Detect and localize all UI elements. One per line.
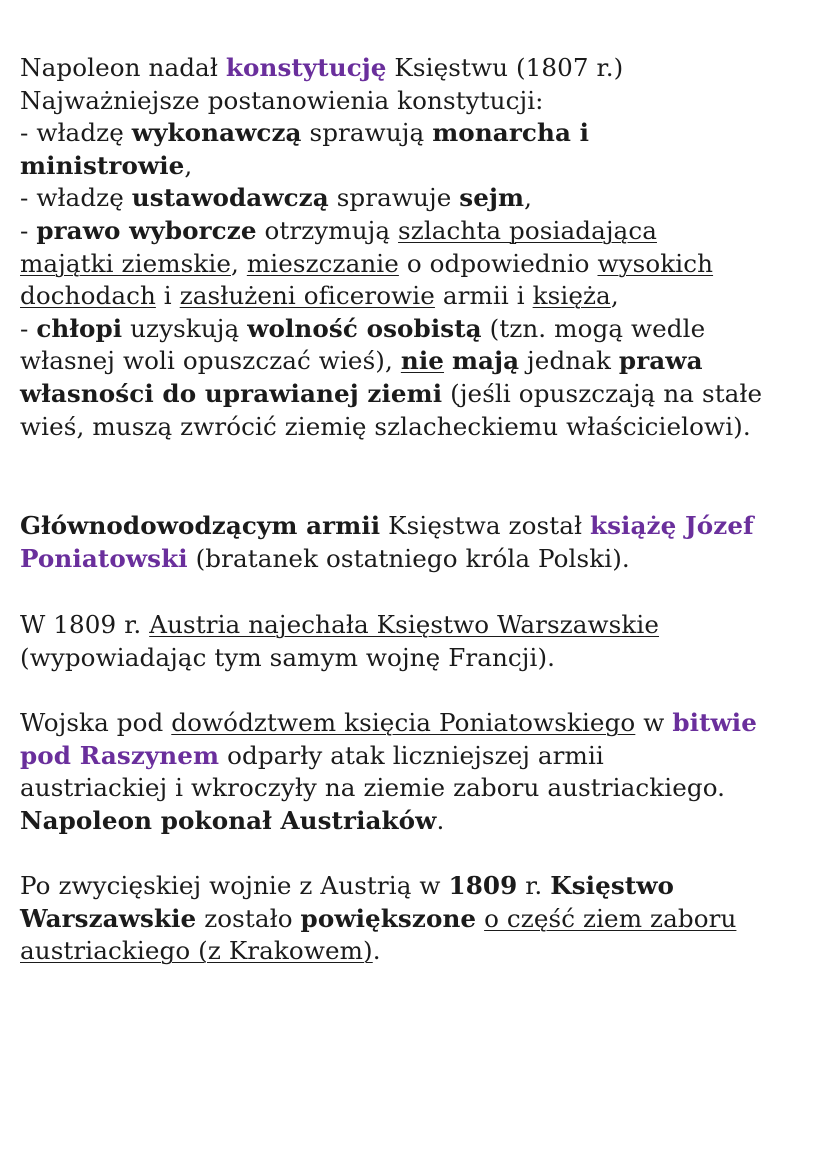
- text: zostało: [196, 903, 301, 933]
- commander-line-2: [20, 543, 820, 576]
- bold-underlined-text: nie: [400, 346, 445, 376]
- underlined-text: o część ziem zaboru: [484, 903, 737, 933]
- text: (bratanek ostatniego króla Polski).: [187, 543, 630, 573]
- text: (jeśli opuszczają na stałe: [442, 378, 763, 408]
- constitution-subtitle-line: [20, 85, 820, 118]
- text: Najważniejsze postanowienia konstytucji:: [20, 85, 544, 115]
- underlined-text: Austria najechała Księstwo Warszawskie: [149, 610, 660, 639]
- bold-text: Warszawskie: [20, 903, 197, 933]
- raszyn-line-4: [20, 805, 820, 838]
- commander-paragraph: [20, 510, 820, 575]
- bold-text: własności do uprawianej ziemi: [20, 378, 443, 408]
- text: własnej woli opuszczać wieś),: [20, 346, 401, 376]
- text: w: [635, 708, 673, 737]
- keyword-poniatowski: Poniatowski: [20, 543, 188, 573]
- enlarged-line-3: [20, 935, 820, 968]
- text: uzyskują: [122, 313, 248, 343]
- raszyn-line-2: [20, 740, 820, 773]
- text: wieś, muszą zwrócić ziemię szlacheckiemu właścicielowi).: [20, 411, 751, 441]
- text: [476, 904, 484, 933]
- underlined-text: zasłużeni oficerowie: [179, 281, 435, 311]
- invasion-paragraph: [20, 609, 820, 674]
- text: [444, 346, 452, 375]
- raszyn-line: [20, 707, 820, 740]
- executive-power-line: [20, 117, 820, 150]
- underlined-text: wysokich: [597, 248, 714, 278]
- bold-text: sejm: [459, 183, 525, 213]
- invasion-line-2: [20, 642, 820, 675]
- constitution-intro-line: [20, 52, 820, 85]
- bold-text: prawa: [618, 346, 703, 376]
- voting-rights-line: [20, 215, 820, 248]
- text: .: [372, 936, 381, 966]
- invasion-line: [20, 609, 820, 642]
- keyword-constitution: konstytucję: [225, 53, 387, 82]
- voting-rights-line-3: [20, 280, 820, 313]
- text: .: [436, 805, 445, 835]
- text: sprawują: [301, 118, 433, 148]
- bold-text: Napoleon pokonał Austriaków: [20, 805, 437, 835]
- bold-text: Głównodowodzącym armii: [20, 511, 381, 540]
- text: -: [20, 313, 37, 343]
- enlarged-line: [20, 870, 820, 903]
- underlined-text: majątki ziemskie: [20, 248, 231, 278]
- text: otrzymują: [256, 215, 399, 245]
- keyword-battle: pod Raszynem: [20, 740, 220, 770]
- peasants-line-4: [20, 411, 820, 444]
- commander-line: [20, 510, 820, 543]
- peasants-line: [20, 313, 820, 346]
- text: odparły atak liczniejszej armii: [219, 740, 604, 770]
- text: Księstwu (1807 r.): [386, 53, 624, 82]
- bold-text: ustawodawczą: [131, 183, 329, 213]
- text: (tzn. mogą wedle: [481, 313, 706, 343]
- text: (wypowiadając tym samym wojnę Francji).: [20, 642, 556, 672]
- legislative-power-line: [20, 182, 820, 215]
- bold-text: chłopi: [36, 313, 123, 343]
- underlined-text: dochodach: [20, 281, 156, 311]
- raszyn-paragraph: [20, 707, 820, 837]
- text: jednak: [519, 346, 619, 376]
- text: Księstwa został: [380, 511, 590, 540]
- peasants-line-2: [20, 345, 820, 378]
- underlined-text: księża: [532, 281, 611, 311]
- text: Wojska pod: [20, 708, 172, 737]
- bold-text: wykonawczą: [131, 118, 302, 148]
- keyword-battle: bitwie: [672, 708, 757, 737]
- underlined-text: szlachta posiadająca: [398, 215, 657, 245]
- text: i: [155, 281, 180, 311]
- bold-text: mają: [451, 346, 520, 376]
- voting-rights-line-2: [20, 248, 820, 281]
- underlined-text: mieszczanie: [246, 248, 399, 278]
- text: - władzę: [20, 183, 132, 213]
- text: armii i: [434, 281, 533, 311]
- text: o odpowiednio: [398, 248, 598, 278]
- text: ,: [184, 150, 193, 180]
- text: sprawuje: [328, 183, 460, 213]
- text: Napoleon nadał: [20, 53, 226, 82]
- enlarged-line-2: [20, 903, 820, 936]
- bold-text: ministrowie: [20, 150, 185, 180]
- text: W 1809 r.: [20, 610, 150, 639]
- text: -: [20, 215, 37, 245]
- text: Po zwycięskiej wojnie z Austrią w: [20, 871, 449, 900]
- bold-text: wolność osobistą: [247, 313, 482, 343]
- bold-text: powiększone: [300, 903, 477, 933]
- executive-power-line-2: [20, 150, 820, 183]
- text: r.: [517, 871, 551, 900]
- text: ,: [524, 183, 533, 213]
- text: ,: [610, 281, 619, 311]
- text: - władzę: [20, 118, 132, 148]
- bold-text: prawo wyborcze: [36, 215, 257, 245]
- constitution-paragraph: [20, 52, 820, 443]
- keyword-poniatowski: książę Józef: [589, 511, 754, 540]
- text: ,: [230, 248, 247, 278]
- raszyn-line-3: [20, 772, 820, 805]
- underlined-text: austriackiego (z Krakowem): [20, 936, 373, 966]
- bold-text: Księstwo: [550, 871, 675, 900]
- underlined-text: dowództwem księcia Poniatowskiego: [171, 708, 636, 737]
- enlarged-paragraph: [20, 870, 820, 968]
- text: austriackiej i wkroczyły na ziemie zaboru austriackiego.: [20, 773, 726, 803]
- peasants-line-3: [20, 378, 820, 411]
- bold-text: 1809: [448, 871, 518, 900]
- bold-text: monarcha i: [432, 118, 590, 148]
